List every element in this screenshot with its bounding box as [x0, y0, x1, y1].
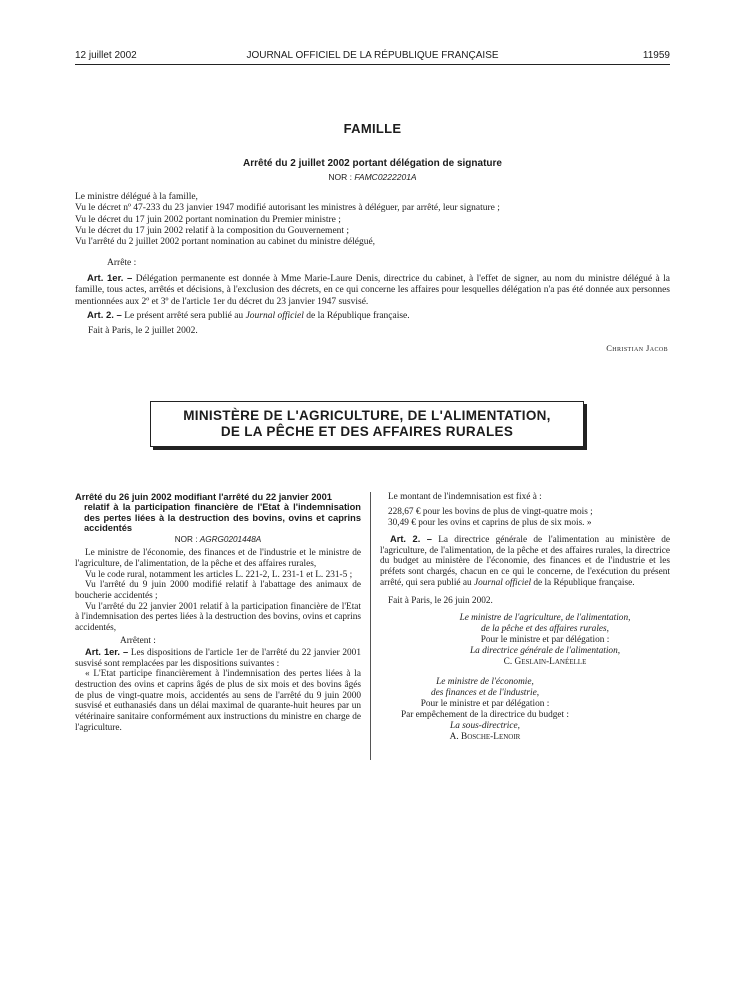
signatory-title: La directrice générale de l'alimentation,: [469, 645, 621, 656]
visa-line: Vu l'arrêté du 2 juillet 2002 portant nomination au cabinet du ministre délégué,: [75, 237, 376, 248]
signatory-name: A. Bosche-Lenoir: [449, 731, 521, 742]
article-2-famille: Art. 2. – Le présent arrêté sera publié au Journal officiel de la République française.: [87, 310, 410, 321]
article-1-famille: Art. 1er. – Délégation permanente est donnée à Mme Marie-Laure Denis, directrice du cabinet, à l'effet de signer, au nom du ministre délégué à la famille, tous actes, arrêtés et décisions, à l'exclusion des décrets, en ce qui concerne les affaires pour lesquelles délégation n'a pas été donnée aux personnes mentionnées aux 2º et 3º de l'article 1er du décret du 23 janvier 1947 susvisé.: [75, 273, 670, 307]
signatory-title: de la pêche et des affaires rurales,: [481, 623, 609, 634]
left-column: [75, 492, 361, 733]
nor-reference-agri: NOR : AGRG0201448A: [174, 535, 262, 545]
journal-title: JOURNAL OFFICIEL DE LA RÉPUBLIQUE FRANÇAISE: [246, 50, 499, 61]
fait-a-paris-famille: Fait à Paris, le 2 juillet 2002.: [88, 326, 198, 336]
signature-block-economie: [380, 677, 590, 743]
ministry-line-2: DE LA PÊCHE ET DES AFFAIRES RURALES: [220, 424, 514, 439]
visa-line: Le ministre délégué à la famille,: [75, 192, 198, 202]
visa-line: Vu le décret du 17 juin 2002 relatif à la composition du Gouvernement ;: [75, 225, 350, 236]
visa-line: Vu le décret du 17 juin 2002 portant nomination du Premier ministre ;: [75, 214, 341, 225]
page-header: [75, 50, 670, 64]
article-2-agri: Art. 2. – La directrice générale de l'alimentation au ministère de l'agriculture, de l'alimentation, de la pêche et des affaires rurales, la directrice du budget au ministère de l'économie, des finances et de l'industrie et les préfets sont chargés, chacun en ce qui le concerne, de l'exécution du présent arrêté, qui sera publié au Journal officiel de la République française.: [380, 534, 670, 588]
nor-reference-famille: NOR : FAMC0222201A: [328, 172, 417, 182]
delegation-line: Pour le ministre et par délégation :: [420, 698, 550, 709]
arrete-word: Arrête :: [107, 258, 137, 268]
ministry-heading-box: [150, 401, 584, 447]
delegation-line: Par empêchement de la directrice du budget :: [400, 709, 570, 720]
publication-date: 12 juillet 2002: [75, 50, 137, 61]
signatory-title: La sous-directrice,: [450, 720, 520, 731]
signatory-title: Le ministre de l'économie,: [436, 676, 534, 687]
visas-block: [75, 192, 670, 248]
delegation-line: Pour le ministre et par délégation :: [480, 634, 610, 645]
preamble-ministers: Le ministre de l'économie, des finances et de l'industrie et le ministre de l'agriculture, de l'alimentation, de la pêche et des affaires rurales,: [75, 548, 361, 569]
article-1-quote: « L'Etat participe financièrement à l'indemnisation des pertes liées à la destruction des ovins et caprins âgés de plus de six mois et des bovins âgés de plus de vingt-quatre mois, accidentés au sens de l'arrêté du 9 juin 2000 susvisé et euthanasiés dans un délai maximal de quarante-huit heures par un vétérinaire sanitaire conformément aux instructions du ministre en charge de l'agriculture.: [75, 669, 361, 733]
signatory-title: des finances et de l'industrie,: [430, 687, 540, 698]
signatory-name: C. Geslain-Lanéelle: [503, 656, 587, 667]
header-rule: [75, 64, 670, 65]
arrete-title-famille: Arrêté du 2 juillet 2002 portant délégation de signature: [243, 158, 502, 169]
article-1-agri: Art. 1er. – Les dispositions de l'article 1er de l'arrêté du 22 janvier 2001 susvisé sont remplacées par les dispositions suivantes :: [75, 646, 361, 669]
visa-line: Vu le décret nº 47-233 du 23 janvier 1947 modifié autorisant les ministres à déléguer, par arrêté, leur signature ;: [75, 203, 500, 214]
right-column: [380, 492, 670, 743]
visa-arrete-2000: Vu l'arrêté du 9 juin 2000 modifié relatif à l'abattage des animaux de boucherie accidentés ;: [75, 580, 361, 601]
ministry-line-1: MINISTÈRE DE L'AGRICULTURE, DE L'ALIMENTATION,: [183, 408, 551, 423]
signature-famille: Christian Jacob: [606, 343, 668, 353]
page-number: 11959: [642, 50, 670, 61]
amount-ovins: 30,49 € pour les ovins et caprins de plus de six mois. »: [388, 518, 592, 528]
montant-line: Le montant de l'indemnisation est fixé à :: [388, 492, 542, 502]
signature-block-agriculture: [380, 613, 670, 668]
arrete-title-agri: Arrêté du 26 juin 2002 modifiant l'arrêté du 22 janvier 2001 relatif à la participation financière de l'Etat à l'indemnisation des pertes liées à la destruction des bovins, ovins et caprins accidentés: [75, 492, 361, 533]
arretent-word: Arrêtent :: [120, 635, 156, 646]
visa-arrete-2001: Vu l'arrêté du 22 janvier 2001 relatif à la participation financière de l'Etat à l'indemnisation des pertes liées à la destruction des bovins, ovins et caprins accidentés,: [75, 601, 361, 634]
amount-bovins: 228,67 € pour les bovins de plus de vingt-quatre mois ;: [388, 507, 593, 517]
visa-code-rural: Vu le code rural, notamment les articles L. 221-2, L. 231-1 et L. 231-5 ;: [85, 569, 353, 580]
signatory-title: Le ministre de l'agriculture, de l'alimentation,: [459, 612, 631, 623]
section-title-famille: FAMILLE: [343, 121, 402, 136]
column-divider: [370, 492, 371, 760]
fait-a-paris-agri: Fait à Paris, le 26 juin 2002.: [388, 595, 493, 606]
